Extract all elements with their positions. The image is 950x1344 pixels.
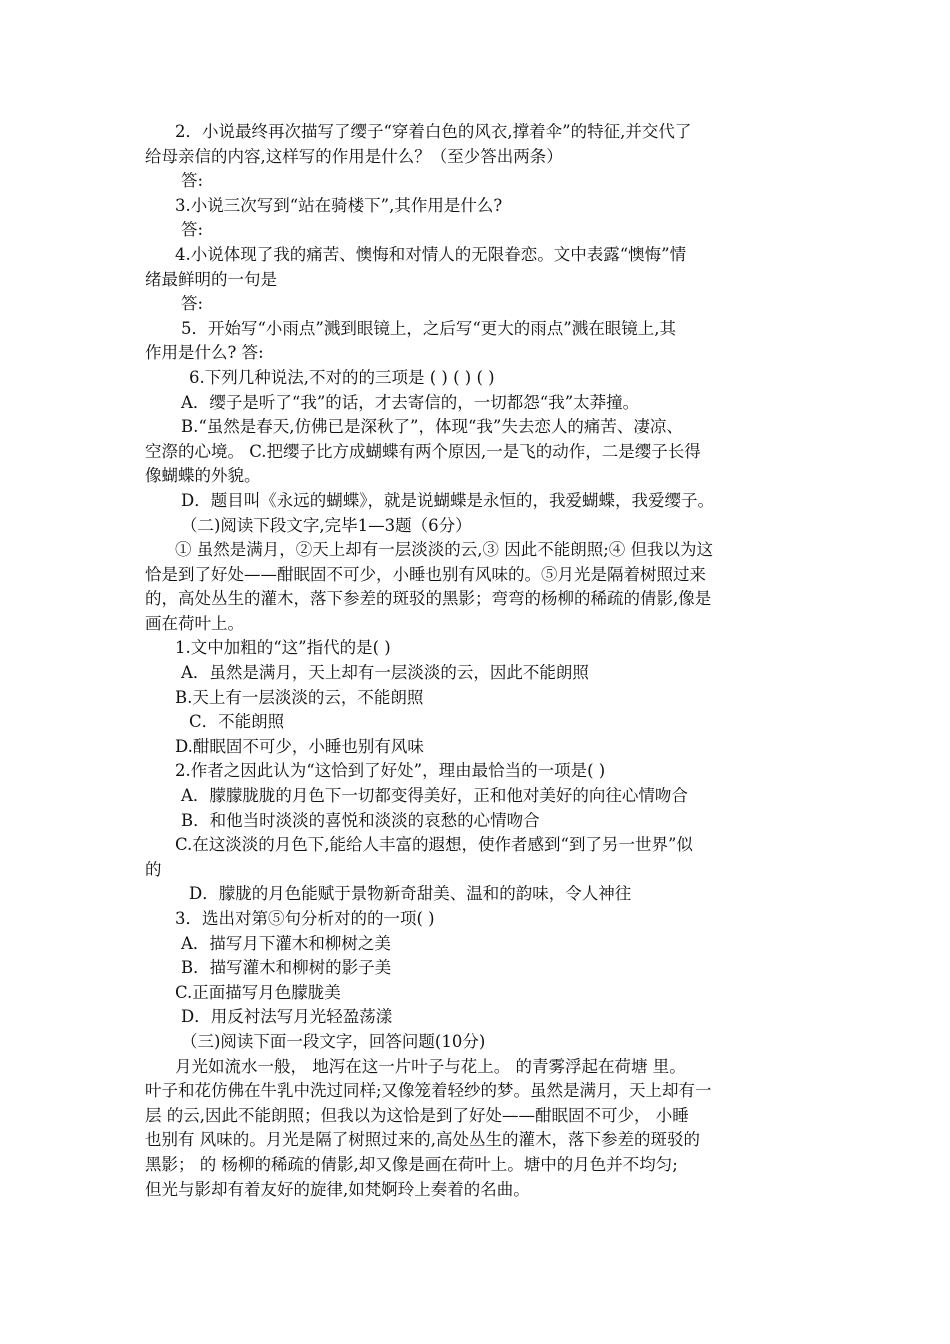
text-line: 2.作者之因此认为“这恰到了好处”，理由最恰当的一项是( ) (175, 761, 606, 781)
text-line: 作用是什么? 答: (145, 343, 264, 363)
text-line: 绪最鲜明的一句是 (145, 269, 277, 289)
text-line: 恰是到了好处——酣眠固不可少，小睡也别有风味的。⑤月光是隔着树照过来 (145, 564, 706, 584)
text-line: 像蝴蝶的外貌。 (145, 466, 261, 486)
text-line: D．朦胧的月色能赋于景物新奇甜美、温和的韵味，令人神往 (189, 884, 632, 904)
text-line: C.正面描写月色朦胧美 (175, 982, 341, 1002)
text-line: 的 (145, 859, 162, 879)
text-line: 1.文中加粗的“这”指代的是( ) (175, 638, 391, 658)
text-line: 黑影； 的 杨柳的稀疏的倩影,却又像是画在荷叶上。塘中的月色并不均匀; (145, 1154, 678, 1174)
text-line: C.在这淡淡的月色下,能给人丰富的遐想，使作者感到“到了另一世界”似 (175, 835, 693, 855)
text-line: C．不能朗照 (189, 712, 285, 732)
text-line: 答: (181, 220, 204, 240)
text-line: 2．小说最终再次描写了缨子“穿着白色的风衣,撑着伞”的特征,并交代了 (175, 122, 692, 141)
text-line: 给母亲信的内容,这样写的作用是什么？（至少答出两条） (145, 146, 563, 166)
text-line: 叶子和花仿佛在牛乳中洗过同样;又像笼着轻纱的梦。虽然是满月，天上却有一 (145, 1081, 712, 1101)
text-line: 但光与影却有着友好的旋律,如梵婀玲上奏着的名曲。 (145, 1179, 530, 1199)
text-line: 5．开始写“小雨点”溅到眼镜上，之后写“更大的雨点”溅在眼镜上,其 (181, 318, 676, 338)
text-line: 答: (181, 171, 204, 191)
text-line: ① 虽然是满月，②天上却有一层淡淡的云,③ 因此不能朗照;④ 但我以为这 (175, 540, 714, 560)
text-line: 层 的云,因此不能朗照；但我以为这恰是到了好处——酣眠固不可少， 小睡 (145, 1105, 689, 1125)
text-line: B.“虽然是春天,仿佛已是深秋了”，体现“我”失去恋人的痛苦、凄凉、 (181, 417, 683, 437)
text-line: 答: (181, 294, 204, 314)
text-line: 也别有 风味的。月光是隔了树照过来的,高处丛生的灌木，落下参差的斑驳的 (145, 1130, 700, 1150)
text-line: 空漈的心境。 C.把缨子比方成蝴蝶有两个原因,一是飞的动作，二是缨子长得 (145, 441, 701, 461)
text-line: A．虽然是满月，天上却有一层淡淡的云，因此不能朗照 (181, 663, 589, 683)
text-line: D．题目叫《永远的蝴蝶》，就是说蝴蝶是永恒的，我爱蝴蝶，我爱缨子。 (181, 490, 714, 510)
text-line: 3.小说三次写到“站在骑楼下”,其作用是什么? (175, 195, 503, 215)
text-line: A．缨子是听了“我”的话，才去寄信的，一切都怨“我”太莽撞。 (181, 392, 640, 412)
text-line: D.酣眠固不可少，小睡也别有风味 (175, 736, 424, 756)
text-line: B．和他当时淡淡的喜悦和淡淡的哀愁的心情吻合 (181, 810, 540, 830)
text-line: A．朦朦胧胧的月色下一切都变得美好，正和他对美好的向往心情吻合 (181, 786, 688, 806)
text-line: 的，高处丛生的灌木，落下参差的斑驳的黑影；弯弯的杨柳的稀疏的倩影,像是 (145, 589, 712, 609)
text-line: D．用反衬法写月光轻盈荡漾 (181, 1007, 393, 1027)
text-line: B.天上有一层淡淡的云，不能朗照 (175, 687, 424, 707)
text-line: B．描写灌木和柳树的影子美 (181, 958, 392, 978)
text-line: 3．选出对第⑤句分析对的的一项( ) (175, 909, 435, 928)
document-page (145, 120, 807, 1202)
text-line: 画在荷叶上。 (145, 613, 244, 633)
text-line: （三)阅读下面一段文字，回答问题(10分) (181, 1031, 486, 1051)
text-line: 6.下列几种说法,不对的的三项是 ( ) ( ) ( ) (189, 367, 495, 387)
text-line: （二)阅读下段文字,完毕1—3题（6分） (181, 515, 472, 535)
text-line: 4.小说体现了我的痛苦、懊悔和对情人的无限眷恋。文中表露“懊悔”情 (175, 244, 687, 264)
text-line: A．描写月下灌木和柳树之美 (181, 933, 391, 953)
text-line: 月光如流水一般， 地泻在这一片叶子与花上。 的青雾浮起在荷塘 里。 (175, 1056, 686, 1076)
